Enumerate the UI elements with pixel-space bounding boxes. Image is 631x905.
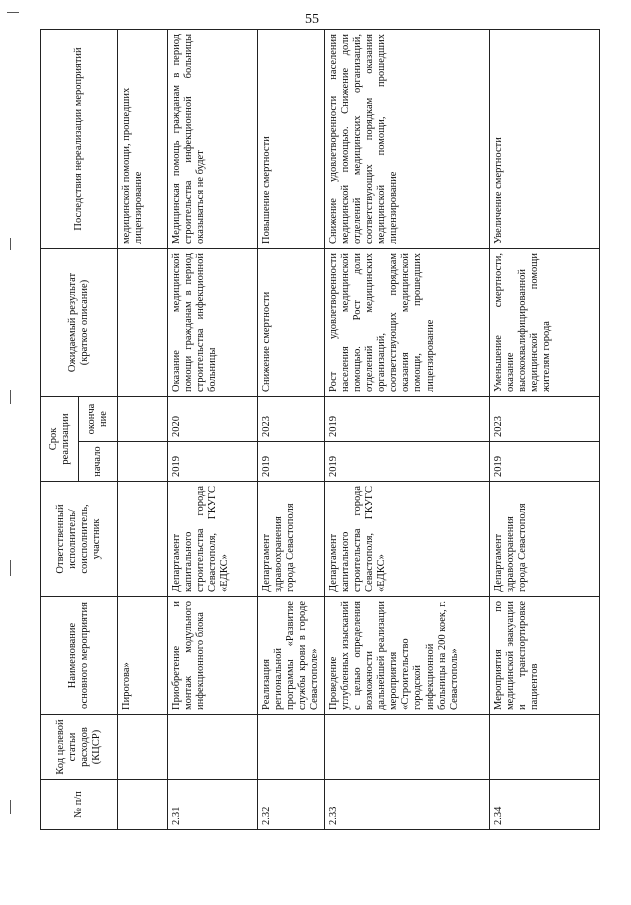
scan-mark [7, 12, 19, 13]
cell-responsible: Департамент капитального строительства города Севастополя, ГКУГС «ЕДКС» [167, 482, 257, 597]
cell-code [167, 715, 257, 780]
header-num: № п/п [41, 780, 118, 830]
header-start: начало [79, 442, 117, 482]
cell-num: 2.32 [257, 780, 324, 830]
table-row [490, 29, 600, 829]
cell-result: Снижение смертности [257, 248, 324, 396]
header-name: Наименование основного мероприятия [41, 597, 118, 715]
header-code: Код целевой статьи расходов (КЦСР) [41, 715, 118, 780]
table-row [117, 29, 167, 829]
cell-num: 2.33 [325, 780, 490, 830]
scan-mark [10, 390, 11, 404]
cell-consequences: медицинской помощи, прошедших лицензирование [117, 29, 167, 248]
cell-start: 2019 [257, 442, 324, 482]
header-consequences: Последствия нереализации мероприятий [41, 29, 118, 248]
cell-responsible: Департамент капитального строительства города Севастополя, ГКУГС «ЕДКС» [325, 482, 490, 597]
cell-start: 2019 [167, 442, 257, 482]
cell-start: 2019 [490, 442, 600, 482]
header-term: Срок реализации [41, 396, 79, 481]
cell-start [117, 442, 167, 482]
measures-table [40, 29, 600, 830]
cell-result [117, 248, 167, 396]
scan-mark [10, 238, 11, 250]
scan-mark [10, 800, 11, 814]
cell-name: Мероприятия по медицинской эвакуации и транспортировке пациентов [490, 597, 600, 715]
cell-num: 2.31 [167, 780, 257, 830]
page-number: 55 [305, 12, 319, 27]
cell-consequences: Снижение удовлетворенности населения медицинской помощью. Снижение доли отделений медицинских организаций, соответствующих порядкам оказания медицинской помощи, прошедших лицензирование [325, 29, 490, 248]
cell-responsible: Департамент здравоохранения города Севастополя [257, 482, 324, 597]
cell-name: Приобретение и монтаж модульного инфекционного блока [167, 597, 257, 715]
cell-name: Пирогова» [117, 597, 167, 715]
cell-end: 2023 [490, 396, 600, 441]
header-result: Ожидаемый результат (краткое описание) [41, 248, 118, 396]
cell-name: Реализация региональной программы «Развитие службы крови в городе Севастополе» [257, 597, 324, 715]
scan-mark [10, 560, 11, 576]
cell-num: 2.34 [490, 780, 600, 830]
cell-code [257, 715, 324, 780]
cell-result: Оказание медицинской помощи гражданам в период строительства инфекционной больницы [167, 248, 257, 396]
cell-responsible: Департамент здравоохранения города Севастополя [490, 482, 600, 597]
table-row [167, 29, 257, 829]
cell-responsible [117, 482, 167, 597]
header-end: окончание [79, 396, 117, 441]
cell-code [325, 715, 490, 780]
cell-end: 2020 [167, 396, 257, 441]
header-responsible: Ответственный исполнитель/соисполнитель, участник [41, 482, 118, 597]
cell-result: Рост удовлетворенности населения медицинской помощью. Рост доли отделений медицинских организаций, соответствующих порядкам оказания медицинской помощи, прошедших лицензирование [325, 248, 490, 396]
table-row [325, 29, 490, 829]
cell-consequences: Повышение смертности [257, 29, 324, 248]
rotated-table-container [40, 30, 600, 830]
cell-start: 2019 [325, 442, 490, 482]
cell-result: Уменьшение смертности, оказание высококвалифицированной медицинской помощи жителям города [490, 248, 600, 396]
cell-end [117, 396, 167, 441]
cell-consequences: Медицинская помощь гражданам в период строительства инфекционной больницы оказываться не будет [167, 29, 257, 248]
header-row [41, 29, 79, 829]
cell-code [117, 715, 167, 780]
cell-name: Проведение углубленных изысканий с целью определения возможности дальнейшей реализации мероприятия «Строительство городской инфекционной больницы на 200 коек, г. Севастополь» [325, 597, 490, 715]
table-row [257, 29, 324, 829]
cell-code [490, 715, 600, 780]
cell-consequences: Увеличение смертности [490, 29, 600, 248]
cell-end: 2023 [257, 396, 324, 441]
cell-end: 2019 [325, 396, 490, 441]
cell-num [117, 780, 167, 830]
